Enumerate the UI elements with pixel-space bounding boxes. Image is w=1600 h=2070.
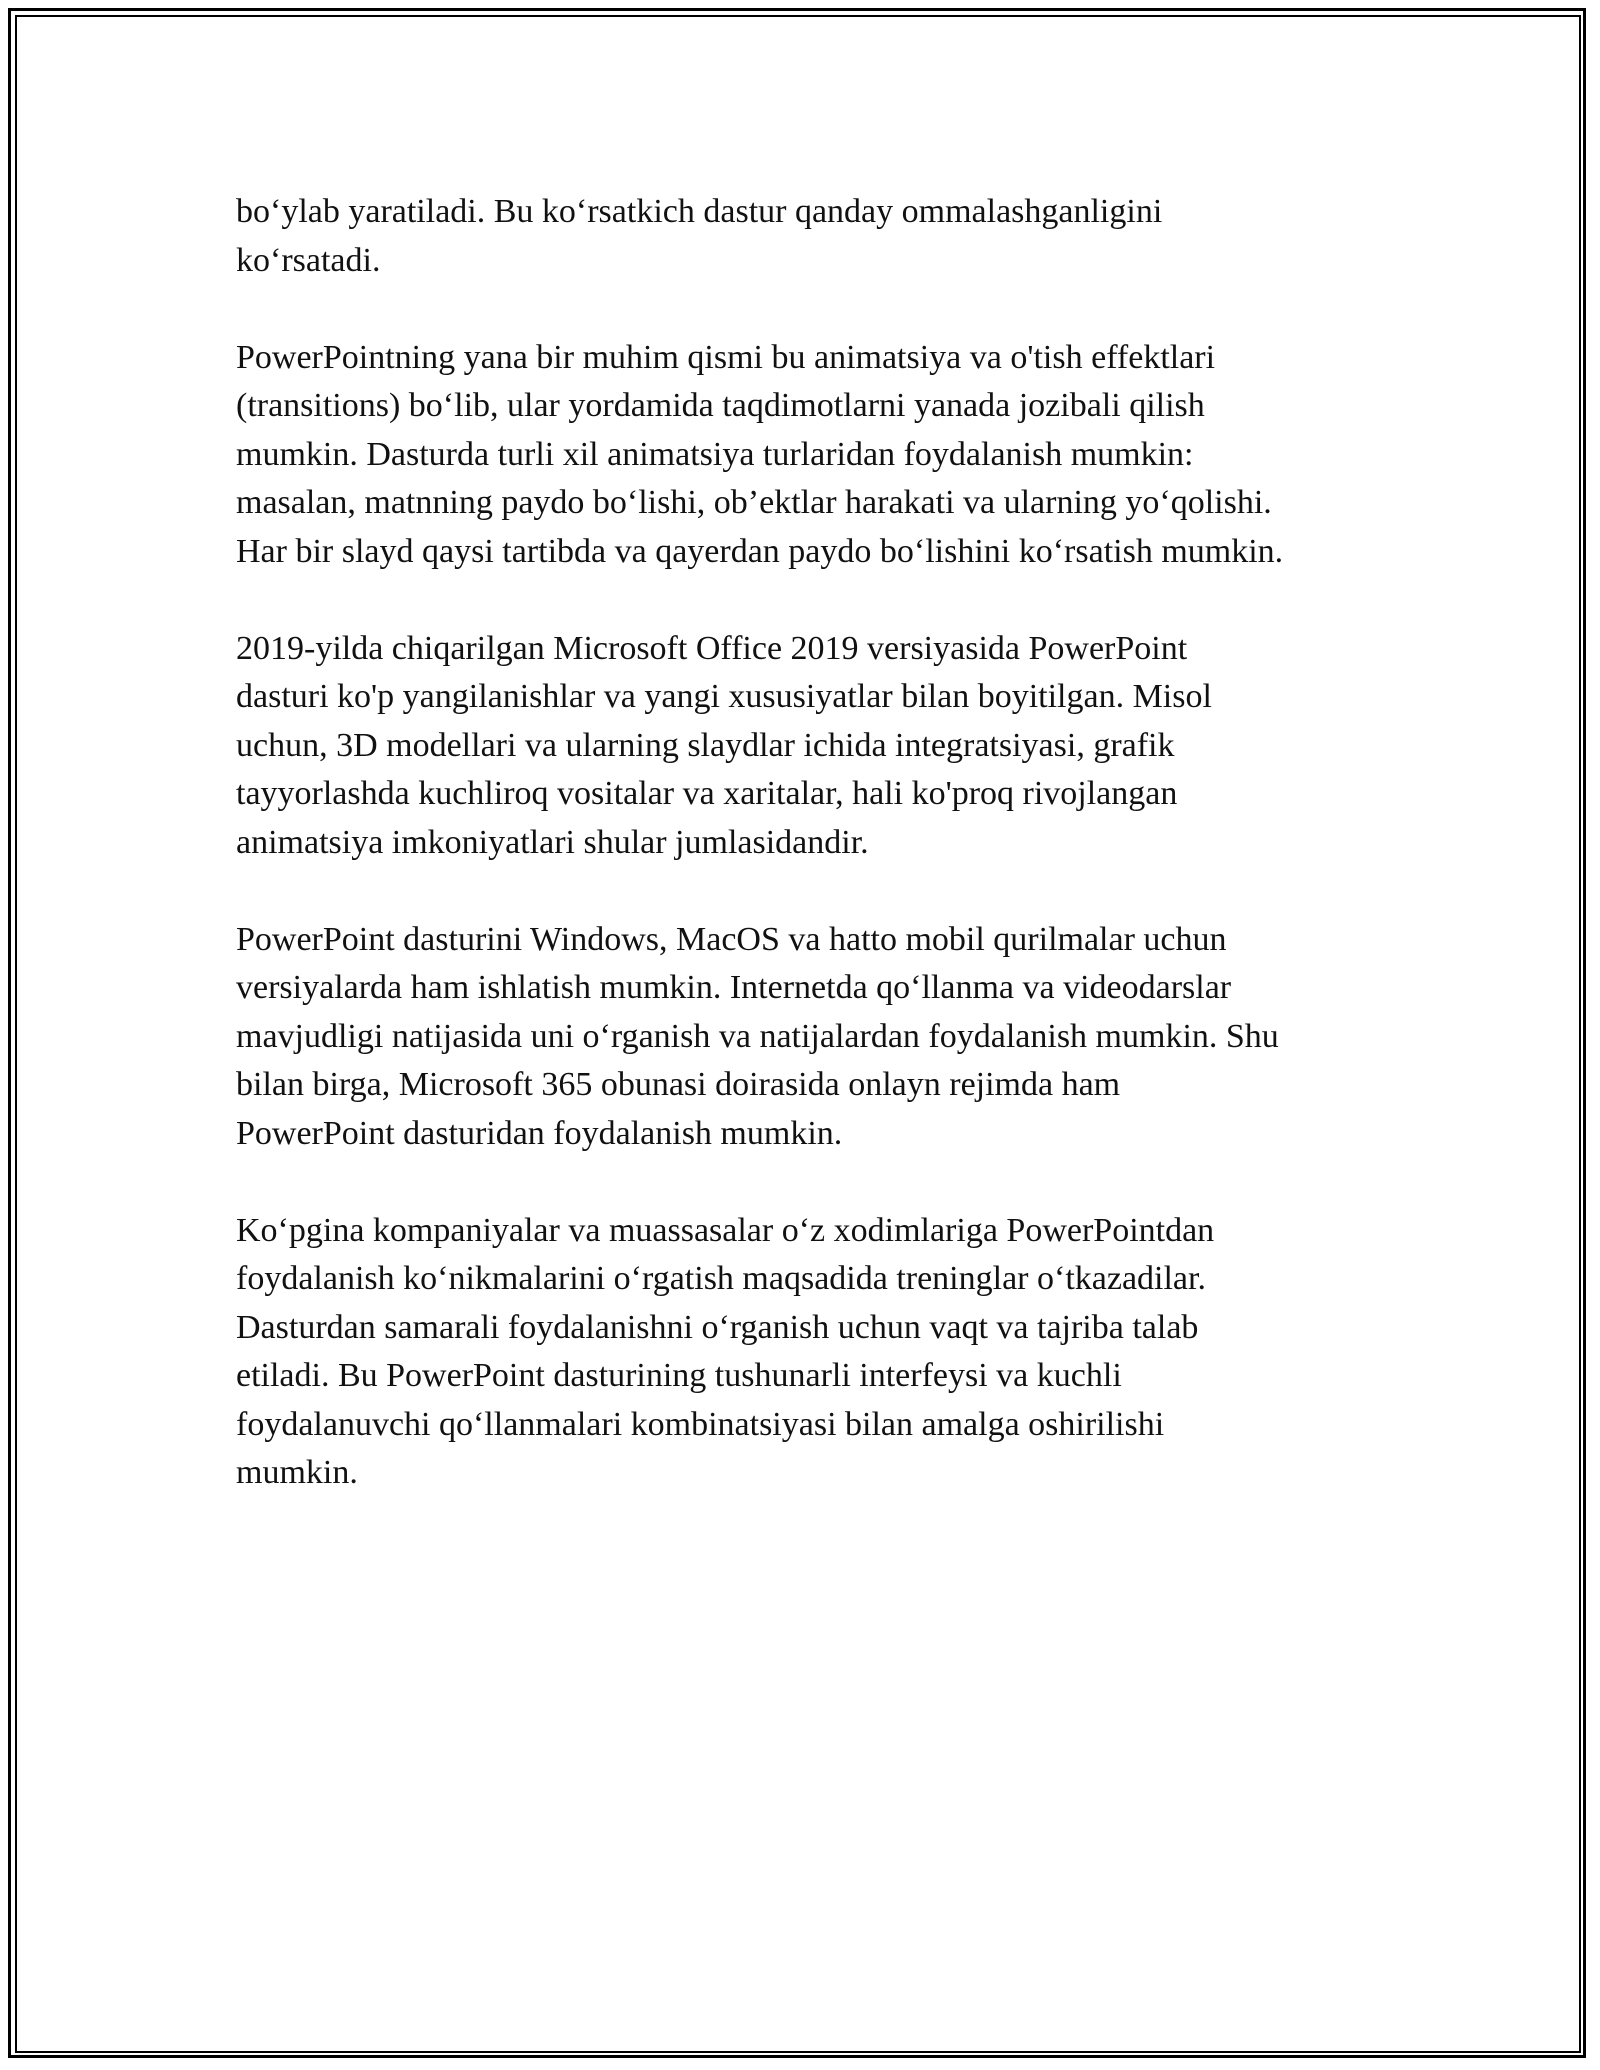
paragraph-5: Ko‘pgina kompaniyalar va muassasalar o‘z xodimlariga PowerPointdan foydalanish ko‘nikmalarini o‘rgatish maqsadida treninglar o‘tkazadilar. Dasturdan samarali foydalanishni o‘rganish uchun vaqt va tajriba talab etiladi. Bu PowerPoint dasturining tushunarli interfeysi va kuchli foydalanuvchi qo‘llanmalari kombinatsiyasi bilan amalga oshirilishi mumkin. [236,1211,1215,1491]
paragraph-1: bo‘ylab yaratiladi. Bu ko‘rsatkich dastur qanday ommalashganligini ko‘rsatadi. [236,193,1163,279]
paragraph-3: 2019-yilda chiqarilgan Microsoft Office 2019 versiyasida PowerPoint dasturi ko'p yangilanishlar va yangi xususiyatlar bilan boyitilgan. Misol uchun, 3D modellari va ularning slaydlar ichida integratsiyasi, grafik tayyorlashda kuchliroq vositalar va xaritalar, hali ko'proq rivojlangan animatsiya imkoniyatlari shular jumlasidandir. [236,629,1212,861]
paragraph-2: PowerPointning yana bir muhim qismi bu animatsiya va o'tish effektlari (transitions) bo‘lib, ular yordamida taqdimotlarni yanada jozibali qilish mumkin. Dasturda turli xil animatsiya turlaridan foydalanish mumkin: masalan, matnning paydo bo‘lishi, ob’ektlar harakati va ularning yo‘qolishi. Har bir slayd qaysi tartibda va qayerdan paydo bo‘lishini ko‘rsatish mumkin. [236,338,1284,570]
paragraph-4: PowerPoint dasturini Windows, MacOS va hatto mobil qurilmalar uchun versiyalarda ham ishlatish mumkin. Internetda qo‘llanma va videodarslar mavjudligi natijasida uni o‘rganish va natijalardan foydalanish mumkin. Shu bilan birga, Microsoft 365 obunasi doirasida onlayn rejimda ham PowerPoint dasturidan foydalanish mumkin. [236,920,1279,1152]
document-body [236,188,1386,1546]
